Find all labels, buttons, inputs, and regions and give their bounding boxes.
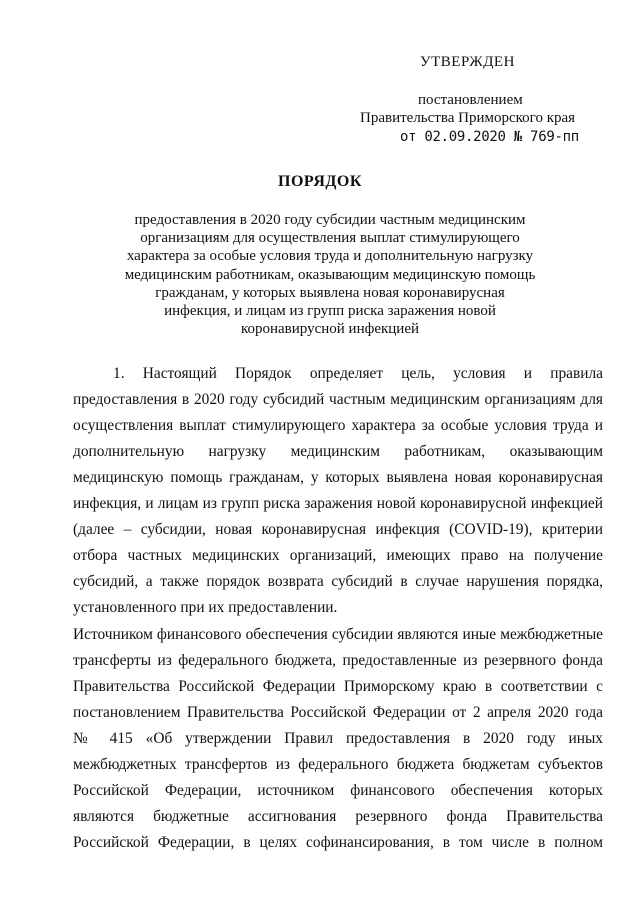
- body-line: осуществления выплат стимулирующего характера за особые условия труда и: [73, 417, 603, 434]
- body-line: установленного при их предоставлении.: [73, 599, 338, 616]
- body-line: инфекция, и лицам из групп риска заражения новой коронавирусной инфекцией: [73, 495, 603, 512]
- body-line: (далее – субсидии, новая коронавирусная инфекция (COVID-19), критерии: [73, 521, 603, 538]
- document-subtitle: [110, 211, 550, 338]
- body-line: предоставления в 2020 году субсидий частным медицинским организациям для: [73, 391, 603, 408]
- body-line: медицинскую помощь гражданам, у которых выявлена новая коронавирусная: [73, 469, 603, 486]
- subtitle-line: характера за особые условия труда и дополнительную нагрузку: [126, 248, 534, 265]
- body-line: отбора частных медицинских организаций, имеющих право на получение: [73, 547, 603, 564]
- body-line: субсидий, а также порядок возврата субсидий в случае нарушения порядка,: [73, 573, 603, 590]
- body-line: межбюджетных трансфертов из федерального бюджета бюджетам субъектов: [73, 756, 603, 773]
- approval-heading: УТВЕРЖДЕН: [420, 54, 515, 70]
- subtitle-line: организациям для осуществления выплат стимулирующего: [140, 230, 520, 247]
- approval-line-2: Правительства Приморского края: [360, 110, 576, 126]
- body-line: являются бюджетные ассигнования резервного фонда Правительства: [73, 808, 603, 825]
- body-line: дополнительную нагрузку медицинским работникам, оказывающим: [73, 443, 603, 460]
- body-line: Правительства Российской Федерации Приморскому краю в соответствии с: [73, 678, 603, 695]
- body-line: № 415 «Об утверждении Правил предоставления в 2020 году иных: [73, 730, 603, 747]
- body-line: трансферты из федерального бюджета, предоставленные из резервного фонда: [73, 652, 603, 669]
- subtitle-line: инфекция, и лицам из групп риска заражения новой: [164, 303, 496, 320]
- body-line: 1. Настоящий Порядок определяет цель, условия и правила: [113, 365, 603, 382]
- approval-line-1: постановлением: [418, 92, 523, 108]
- document-title: ПОРЯДОК: [278, 173, 362, 190]
- body-line: постановлением Правительства Российской Федерации от 2 апреля 2020 года: [73, 704, 603, 721]
- subtitle-line: медицинским работникам, оказывающим медицинскую помощь: [124, 266, 536, 283]
- body-line: Российской Федерации, в целях софинансирования, в том числе в полном: [73, 834, 603, 851]
- subtitle-line: предоставления в 2020 году субсидии частным медицинским: [134, 212, 526, 228]
- body-line: Российской Федерации, источником финансового обеспечения которых: [73, 782, 603, 799]
- subtitle-line: гражданам, у которых выявлена новая коронавирусная: [155, 284, 505, 301]
- body-line: Источником финансового обеспечения субсидии являются иные межбюджетные: [73, 626, 603, 643]
- approval-line-3: от 02.09.2020 № 769-пп: [400, 129, 579, 145]
- subtitle-line: коронавирусной инфекцией: [240, 321, 420, 338]
